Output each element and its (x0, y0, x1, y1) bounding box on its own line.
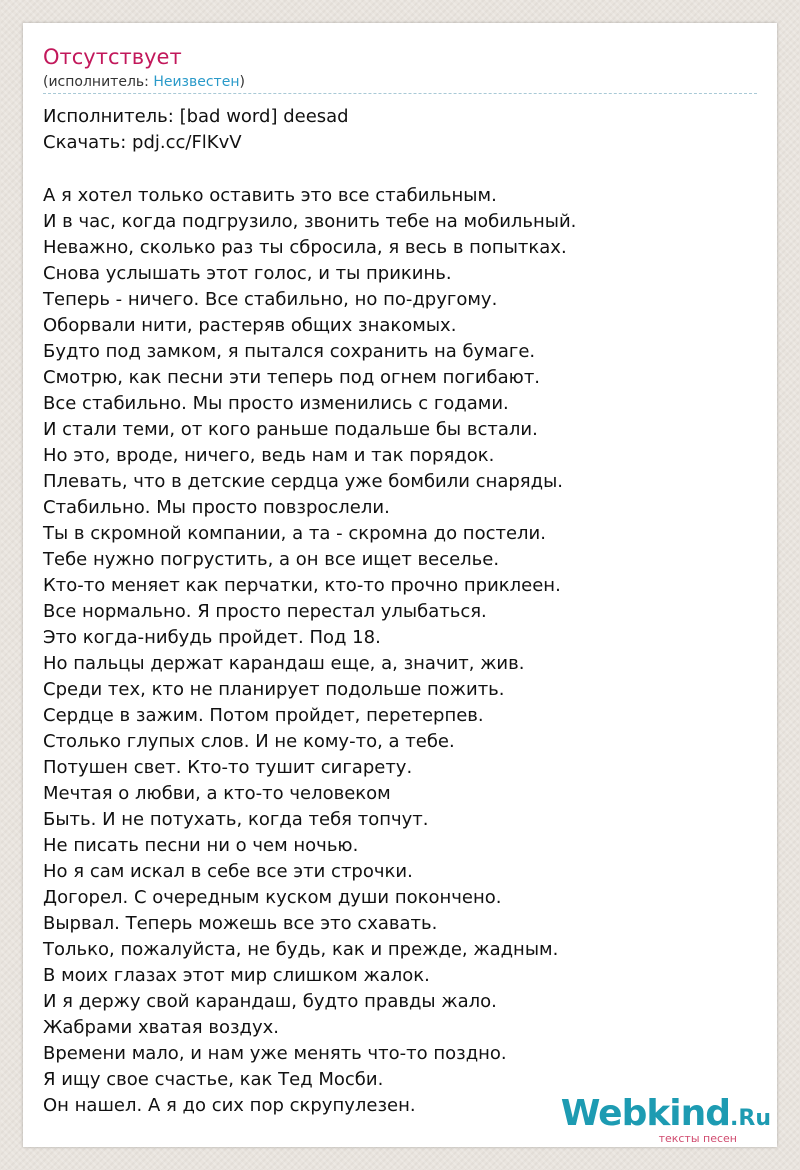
lyric-line: Но это, вроде, ничего, ведь нам и так порядок. (43, 445, 495, 466)
lyric-line: Он нашел. А я до сих пор скрупулезен. (43, 1095, 416, 1116)
lyric-line: Потушен свет. Кто-то тушит сигарету. (43, 757, 413, 778)
lyric-line: Снова услышать этот голос, и ты прикинь. (43, 263, 452, 284)
lyric-line: Это когда-нибудь пройдет. Под 18. (43, 627, 381, 648)
lyrics-text (43, 183, 576, 1119)
logo-name: Webkind (560, 1093, 731, 1134)
lyric-line: Тебе нужно погрустить, а он все ищет веселье. (43, 549, 500, 570)
lyric-line: Но я сам искал в себе все эти строчки. (43, 861, 413, 882)
meta-block (43, 104, 349, 156)
lyric-line: Не писать песни ни о чем ночью. (43, 835, 359, 856)
lyric-line: Столько глупых слов. И не кому-то, а тебе. (43, 731, 455, 752)
lyric-line: Плевать, что в детские сердца уже бомбили снаряды. (43, 471, 563, 492)
lyric-line: Я ищу свое счастье, как Тед Мосби. (43, 1069, 384, 1090)
lyric-line: Теперь - ничего. Все стабильно, но по-другому. (43, 289, 498, 310)
lyric-line: Быть. И не потухать, когда тебя топчут. (43, 809, 429, 830)
performer-line: Исполнитель: [bad word] deesad (43, 106, 349, 127)
lyric-line: Только, пожалуйста, не будь, как и прежде, жадным. (43, 939, 559, 960)
lyric-line: Все нормально. Я просто перестал улыбаться. (43, 601, 487, 622)
lyric-line: Будто под замком, я пытался сохранить на бумаге. (43, 341, 536, 362)
artist-line (43, 73, 245, 91)
logo-tagline: тексты песен (658, 1132, 737, 1145)
lyric-line: И стали теми, от кого раньше подальше бы встали. (43, 419, 538, 440)
lyric-line: Ты в скромной компании, а та - скромна до постели. (43, 523, 546, 544)
lyric-line: В моих глазах этот мир слишком жалок. (43, 965, 430, 986)
lyric-line: Времени мало, и нам уже менять что-то поздно. (43, 1043, 507, 1064)
lyric-line: Неважно, сколько раз ты сбросила, я весь в попытках. (43, 237, 567, 258)
lyric-line: Кто-то меняет как перчатки, кто-то прочно приклеен. (43, 575, 561, 596)
artist-suffix: ) (239, 74, 245, 90)
artist-link[interactable]: Неизвестен (153, 74, 240, 90)
song-title: Отсутствует (43, 45, 182, 69)
site-logo[interactable] (560, 1093, 771, 1145)
lyric-line: Мечтая о любви, а кто-то человеком (43, 783, 391, 804)
lyric-line: Оборвали нити, растеряв общих знакомых. (43, 315, 457, 336)
lyric-line: Все стабильно. Мы просто изменились с годами. (43, 393, 509, 414)
lyric-line: Вырвал. Теперь можешь все это схавать. (43, 913, 438, 934)
lyric-line: Сердце в зажим. Потом пройдет, перетерпев. (43, 705, 484, 726)
download-line: Скачать: pdj.cc/FlKvV (43, 132, 242, 153)
lyric-line: Но пальцы держат карандаш еще, а, значит, жив. (43, 653, 525, 674)
lyrics-card (23, 23, 777, 1147)
logo-domain: .Ru (730, 1106, 771, 1131)
lyric-line: Смотрю, как песни эти теперь под огнем погибают. (43, 367, 541, 388)
lyric-line: И я держу свой карандаш, будто правды жало. (43, 991, 497, 1012)
lyric-line: Среди тех, кто не планирует подольше пожить. (43, 679, 505, 700)
divider (43, 93, 757, 94)
logo-wordmark (560, 1093, 771, 1137)
lyric-line: И в час, когда подгрузило, звонить тебе на мобильный. (43, 211, 577, 232)
lyric-line: А я хотел только оставить это все стабильным. (43, 185, 497, 206)
lyric-line: Жабрами хватая воздух. (43, 1017, 279, 1038)
lyric-line: Стабильно. Мы просто повзрослели. (43, 497, 390, 518)
lyric-line: Догорел. С очередным куском души покончено. (43, 887, 502, 908)
artist-prefix: (исполнитель: (43, 74, 154, 90)
